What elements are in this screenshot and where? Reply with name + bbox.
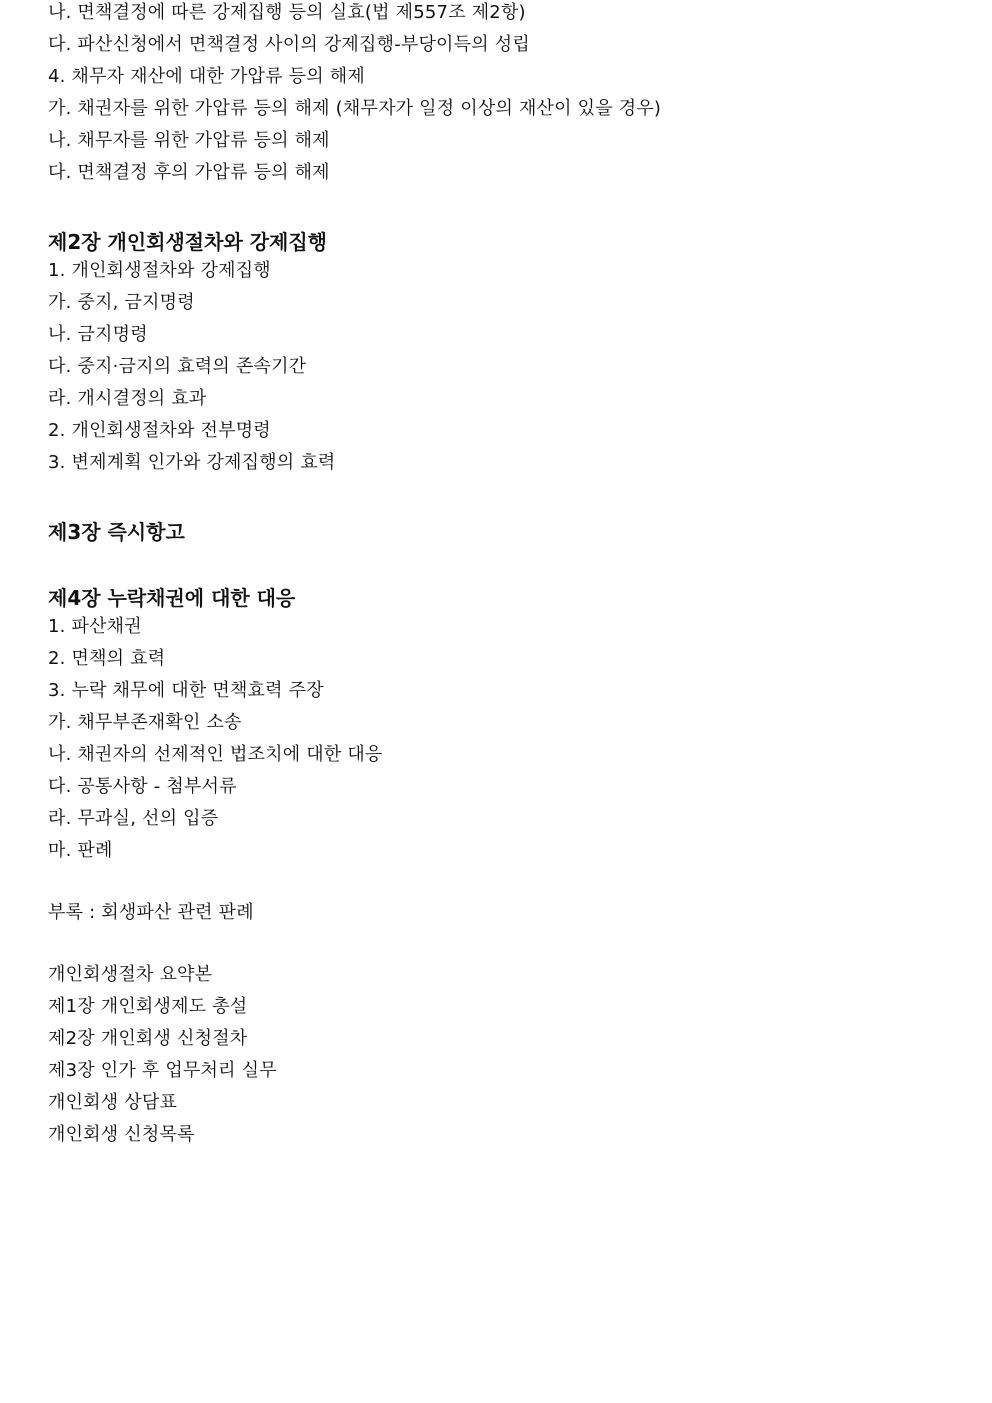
chapter-4-section — [48, 582, 968, 870]
toc-item: 다. 중지·금지의 효력의 존속기간 — [48, 356, 307, 377]
appendix-line: 부록 : 회생파산 관련 판례 — [48, 902, 254, 923]
toc-item: 3. 누락 채무에 대한 면책효력 주장 — [48, 680, 324, 701]
toc-item: 제1장 개인회생제도 총설 — [48, 996, 248, 1017]
spacer — [48, 482, 968, 516]
chapter-3-heading: 제3장 즉시항고 — [48, 520, 185, 544]
toc-item: 가. 채권자를 위한 가압류 등의 해제 (채무자가 일정 이상의 재산이 있을 경우) — [48, 98, 662, 119]
toc-item: 라. 무과실, 선의 입증 — [48, 808, 219, 829]
toc-item: 1. 파산채권 — [48, 616, 142, 637]
toc-item: 나. 채권자의 선제적인 법조치에 대한 대응 — [48, 744, 383, 765]
intro-section — [48, 0, 968, 192]
toc-item: 개인회생 신청목록 — [48, 1124, 195, 1145]
toc-item: 다. 공통사항 - 첨부서류 — [48, 776, 237, 797]
toc-item: 나. 면책결정에 따른 강제집행 등의 실효(법 제557조 제2항) — [48, 2, 526, 23]
toc-item: 가. 중지, 금지명령 — [48, 292, 195, 313]
summary-section — [48, 962, 968, 1154]
spacer — [48, 870, 968, 900]
toc-item: 개인회생절차 요약본 — [48, 964, 213, 985]
toc-item: 나. 금지명령 — [48, 324, 148, 345]
toc-item: 가. 채무부존재확인 소송 — [48, 712, 242, 733]
spacer — [48, 932, 968, 962]
toc-item: 제3장 인가 후 업무처리 실무 — [48, 1060, 277, 1081]
document-page — [48, 0, 968, 1154]
toc-item: 제2장 개인회생 신청절차 — [48, 1028, 248, 1049]
toc-item: 4. 채무자 재산에 대한 가압류 등의 해제 — [48, 66, 365, 87]
chapter-2-section — [48, 226, 968, 482]
toc-item: 다. 면책결정 후의 가압류 등의 해제 — [48, 162, 330, 183]
toc-item: 3. 변제계획 인가와 강제집행의 효력 — [48, 452, 336, 473]
toc-item: 나. 채무자를 위한 가압류 등의 해제 — [48, 130, 330, 151]
toc-item: 2. 개인회생절차와 전부명령 — [48, 420, 271, 441]
toc-item: 다. 파산신청에서 면책결정 사이의 강제집행-부당이득의 성립 — [48, 34, 530, 55]
toc-item: 마. 판례 — [48, 840, 113, 861]
toc-item: 1. 개인회생절차와 강제집행 — [48, 260, 271, 281]
appendix-section — [48, 900, 968, 932]
toc-item: 개인회생 상담표 — [48, 1092, 178, 1113]
toc-item: 2. 면책의 효력 — [48, 648, 166, 669]
spacer — [48, 192, 968, 226]
chapter-3-section — [48, 516, 968, 548]
chapter-2-heading: 제2장 개인회생절차와 강제집행 — [48, 230, 328, 254]
toc-item: 라. 개시결정의 효과 — [48, 388, 207, 409]
chapter-4-heading: 제4장 누락채권에 대한 대응 — [48, 586, 296, 610]
spacer — [48, 548, 968, 582]
